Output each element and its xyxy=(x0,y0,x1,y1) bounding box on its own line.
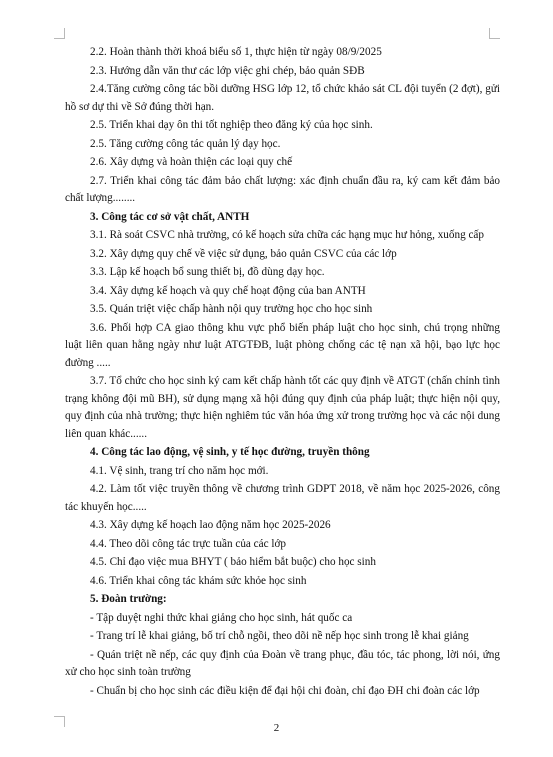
paragraph: 2.4.Tăng cường công tác bồi dưỡng HSG lớp 12, tổ chức khảo sát CL đội tuyển (2 đợt), gửi hồ sơ dự thi về Sở đúng thời hạn. xyxy=(65,83,500,113)
paragraph: 4.4. Theo dõi công tác trực tuần của các lớp xyxy=(90,537,286,550)
paragraph: 4.1. Vệ sinh, trang trí cho năm học mới. xyxy=(90,464,269,477)
paragraph: 3.7. Tổ chức cho học sinh ký cam kết chấp hành tốt các quy định về ATGT (chấn chỉnh tình trạng không đội mũ BH), sử dụng mạng xã hội đúng quy định của pháp luật; thực hiện nội quy, quy định của nhà trường; thực hiện nghiêm túc văn hóa ứng xử trong trường học và các nội dung liên quan khác...... xyxy=(65,375,500,440)
section-heading: 3. Công tác cơ sở vật chất, ANTH xyxy=(90,210,250,223)
paragraph: 4.6. Triển khai công tác khám sức khỏe học sinh xyxy=(90,574,307,587)
crop-mark-top-left xyxy=(54,28,65,39)
paragraph: - Tập duyệt nghi thức khai giảng cho học sinh, hát quốc ca xyxy=(90,611,353,624)
paragraph: 4.5. Chỉ đạo việc mua BHYT ( bảo hiểm bắt buộc) cho học sinh xyxy=(90,556,376,568)
section-heading: 5. Đoàn trường: xyxy=(90,593,167,605)
crop-mark-top-right xyxy=(489,28,500,39)
paragraph: 3.6. Phối hợp CA giao thông khu vực phổ biến pháp luật cho học sinh, chú trọng những luật liên quan hằng ngày như luật ATGTĐB, luật phòng chống các tệ nạn xã hội, bạo lực học đường ..... xyxy=(65,321,500,369)
paragraph: 4.2. Làm tốt việc truyền thông về chương trình GDPT 2018, về năm học 2025-2026, công tác khuyến học..... xyxy=(65,483,500,513)
document-body xyxy=(65,44,500,701)
paragraph: 3.4. Xây dựng kế hoạch và quy chế hoạt động của ban ANTH xyxy=(90,284,366,297)
paragraph: 2.2. Hoàn thành thời khoá biểu số 1, thực hiện từ ngày 08/9/2025 xyxy=(90,46,382,58)
paragraph: - Chuẩn bị cho học sinh các điều kiện để đại hội chi đoàn, chỉ đạo ĐH chi đoàn các lớp xyxy=(90,684,480,697)
paragraph: 2.6. Xây dựng và hoàn thiện các loại quy chế xyxy=(90,156,293,168)
paragraph: 4.3. Xây dựng kế hoạch lao động năm học 2025-2026 xyxy=(90,519,331,531)
paragraph: 3.1. Rà soát CSVC nhà trường, có kế hoạch sửa chữa các hạng mục hư hỏng, xuống cấp xyxy=(90,229,484,241)
page-number: 2 xyxy=(273,722,280,734)
paragraph: - Quán triệt nề nếp, các quy định của Đoàn về trang phục, đầu tóc, tác phong, lời nói, ứng xử cho học sinh toàn trường xyxy=(65,648,500,678)
paragraph: 3.2. Xây dựng quy chế về việc sử dụng, bảo quản CSVC của các lớp xyxy=(90,247,397,260)
paragraph: 2.3. Hướng dẫn văn thư các lớp việc ghi chép, bảo quản SĐB xyxy=(90,64,365,77)
paragraph: 2.7. Triển khai công tác đảm bảo chất lượng: xác định chuẩn đầu ra, ký cam kết đảm bảo chất lượng........ xyxy=(65,174,500,204)
paragraph: 3.3. Lập kế hoạch bổ sung thiết bị, đồ dùng dạy học. xyxy=(90,266,325,278)
paragraph: - Trang trí lễ khai giảng, bố trí chỗ ngồi, theo dõi nề nếp học sinh trong lễ khai giảng xyxy=(90,630,469,642)
paragraph: 2.5. Tăng cường công tác quản lý dạy học. xyxy=(90,137,281,150)
section-heading: 4. Công tác lao động, vệ sinh, y tế học đường, truyền thông xyxy=(90,446,370,458)
paragraph: 3.5. Quán triệt việc chấp hành nội quy trường học cho học sinh xyxy=(90,303,373,315)
paragraph: 2.5. Triển khai dạy ôn thi tốt nghiệp theo đăng ký của học sinh. xyxy=(90,119,373,131)
